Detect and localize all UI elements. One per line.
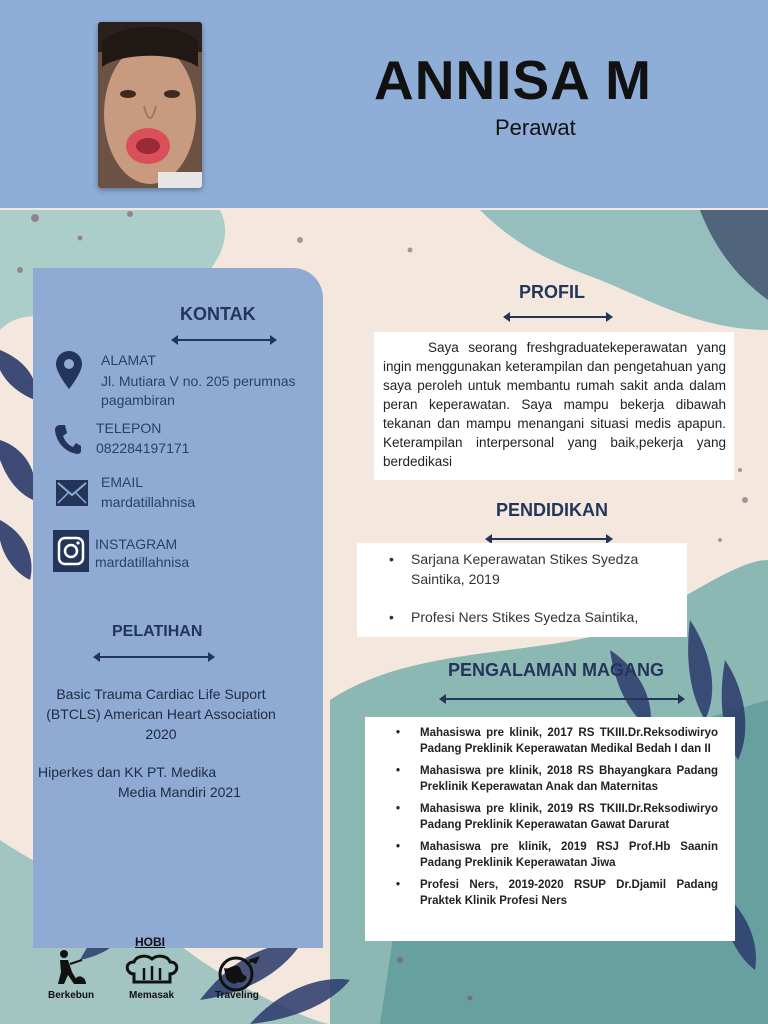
hobi-label-memasak: Memasak (129, 990, 175, 1001)
pengalaman-item: • Mahasiswa pre klinik, 2019 RSJ Prof.Hb Saanin Padang Preklinik Keperawatan Jiwa (420, 839, 718, 871)
pengalaman-item: • Mahasiswa pre klinik, 2018 RS Bhayangkara Padang Preklinik Keperawatan Anak dan Maternitas (420, 763, 718, 795)
kontak-title: KONTAK (180, 304, 256, 324)
envelope-icon (56, 480, 88, 506)
contact-label-alamat: ALAMAT (101, 352, 156, 368)
pendidikan-title: PENDIDIKAN (496, 500, 609, 520)
pengalaman-arrow-divider (444, 698, 680, 700)
pengalaman-list (420, 725, 718, 915)
pengalaman-title: PENGALAMAN MAGANG (448, 660, 664, 680)
pengalaman-item: • Mahasiswa pre klinik, 2019 RS TKIII.Dr.Reksodiwiryo Padang Preklinik Keperawatan Gawat Darurat (420, 801, 718, 833)
hobi-label-traveling: Traveling (215, 990, 259, 1001)
pelatihan-title: PELATIHAN (112, 623, 203, 640)
contact-value-alamat: Jl. Mutiara V no. 205 perumnas pagambiran (101, 373, 296, 408)
training-item: Basic Trauma Cardiac Life Suport (BTCLS) American Heart Association 2020 (46, 686, 276, 742)
phone-icon (55, 424, 81, 454)
training-item: Hiperkes dan KK PT. Medika Media Mandiri 2021 (38, 764, 241, 800)
pendidikan-arrow-divider (490, 538, 608, 540)
chef-hat-icon (124, 954, 180, 986)
instagram-icon (53, 530, 89, 572)
person-role: Perawat (495, 115, 576, 140)
pengalaman-item: • Mahasiswa pre klinik, 2017 RS TKIII.Dr.Reksodiwiryo Padang Preklinik Keperawatan Medikal Bedah I dan II (420, 725, 718, 757)
gardening-icon (52, 948, 88, 988)
person-name: ANNISA M (374, 49, 652, 111)
contact-label-instagram: INSTAGRAM (95, 536, 178, 552)
pendidikan-item: • Sarjana Keperawatan Stikes Syedza Saintika, 2019 (411, 549, 671, 589)
contact-value-instagram[interactable]: mardatillahnisa (95, 554, 190, 570)
contact-value-telepon[interactable]: 082284197171 (96, 440, 190, 456)
pendidikan-item: • Profesi Ners Stikes Syedza Saintika, (411, 607, 671, 627)
hobi-label-berkebun: Berkebun (48, 990, 95, 1001)
globe-plane-icon (216, 952, 262, 992)
contact-label-email: EMAIL (101, 474, 144, 490)
contact-label-telepon: TELEPON (96, 420, 162, 436)
kontak-arrow-divider (176, 339, 272, 341)
pelatihan-arrow-divider (98, 656, 210, 658)
profil-title: PROFIL (519, 282, 585, 302)
profil-text: Saya seorang freshgraduatekeperawatan yang ingin menggunakan keterampilan dan pengetahuan yang saya peroleh untuk membantu rumah sakit anda dalam peran keperawatan. Saya mampu bekerja dibawah tekanan dan mampu menangani situasi medis apapun. Keterampilan interpersonal yang baik,pekerja yang berdedikasi (383, 340, 726, 469)
location-pin-icon (56, 351, 82, 389)
contact-value-email[interactable]: mardatillahnisa (101, 494, 196, 510)
profil-arrow-divider (508, 316, 608, 318)
profile-photo (98, 22, 202, 188)
hobi-title: HOBI (135, 935, 165, 949)
pengalaman-item: • Profesi Ners, 2019-2020 RSUP Dr.Djamil Padang Praktek Klinik Profesi Ners (420, 877, 718, 909)
